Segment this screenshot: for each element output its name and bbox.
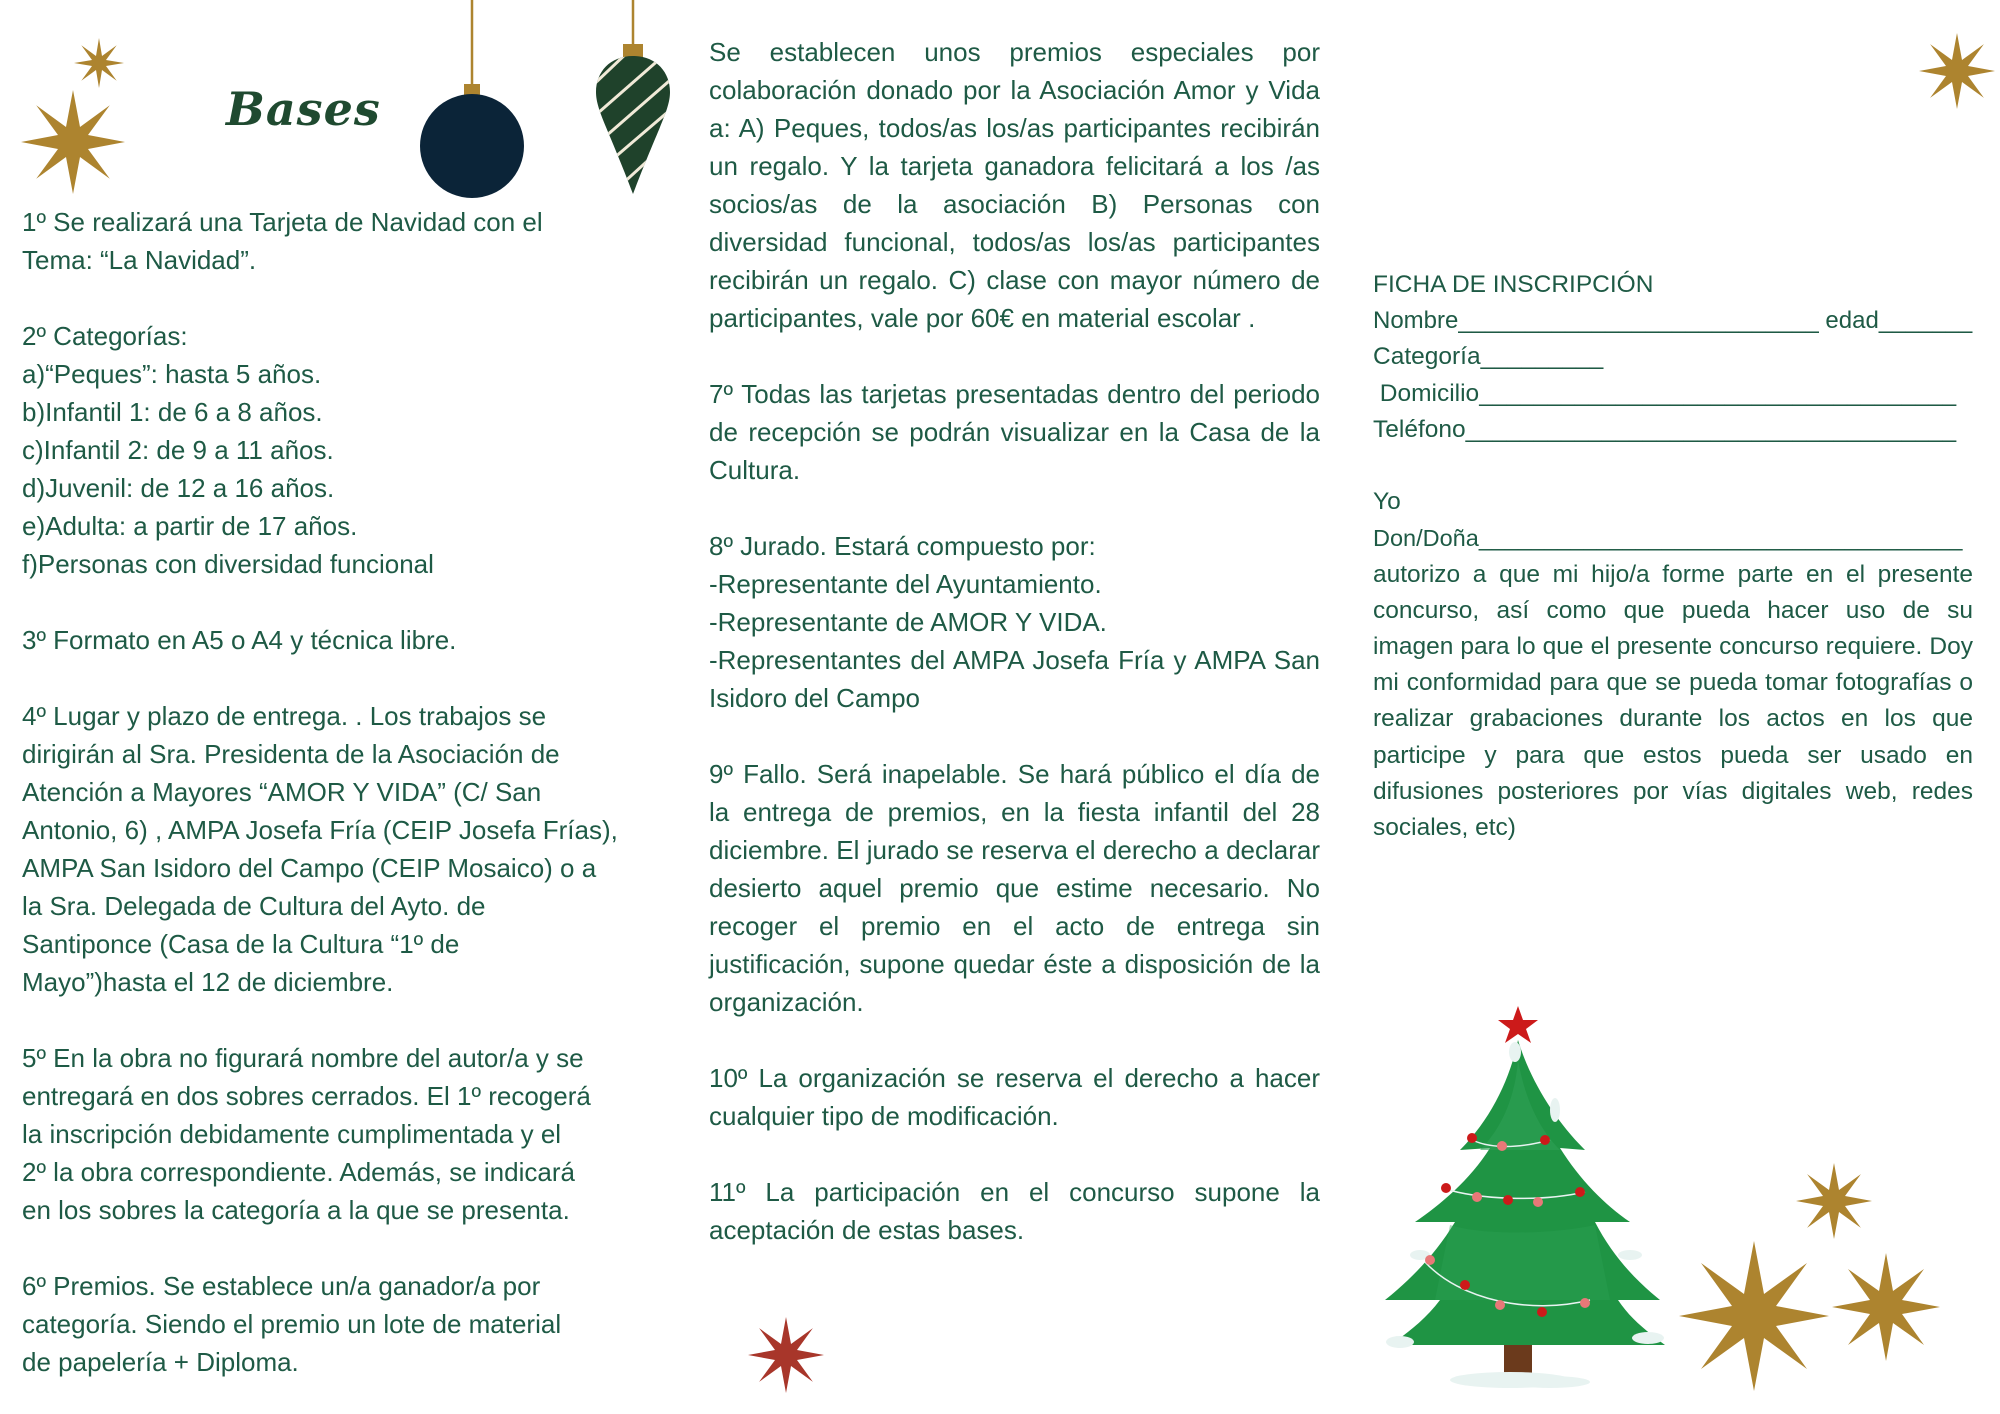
name-blank[interactable]: ___________________________ — [1458, 307, 1819, 335]
rule-5-line: la inscripción debidamente cumplimentada y el — [22, 1119, 562, 1149]
age-label: edad — [1825, 307, 1879, 335]
gold-star-icon — [74, 38, 124, 88]
rule-10: 10º La organización se reserva el derecho a hacer cualquier tipo de modificación. — [709, 1063, 1320, 1131]
rule-5-line: entregará en dos sobres cerrados. El 1º recogerá — [22, 1081, 591, 1111]
bauble-icon — [418, 0, 526, 200]
rule-9: 9º Fallo. Será inapelable. Se hará público el día de la entrega de premios, en la fiesta infantil del 28 diciembre. El jurado se reserva el derecho a declarar desierto aquel premio que estime necesario. No recoger el premio en el acto de entrega sin justificación, supone quedar éste a disposición de la organización. — [709, 759, 1320, 1017]
rule-6-line: de papelería + Diploma. — [22, 1347, 299, 1377]
rule-6-line: categoría. Siendo el premio un lote de material — [22, 1309, 562, 1339]
rule-6-line: 6º Premios. Se establece un/a ganador/a por — [22, 1271, 541, 1301]
address-label: Domicilio — [1373, 379, 1480, 407]
gold-star-icon — [1832, 1253, 1940, 1361]
christmas-tree-icon — [1380, 1000, 1680, 1400]
rule-4-line: dirigirán al Sra. Presidenta de la Asociación de — [22, 739, 560, 769]
age-blank[interactable]: _______ — [1878, 307, 1973, 335]
page-title: Bases — [226, 82, 381, 136]
category-item: e)Adulta: a partir de 17 años. — [22, 511, 358, 541]
teardrop-ornament-icon — [590, 0, 676, 200]
guardian-field[interactable] — [1373, 520, 1973, 556]
phone-field[interactable] — [1373, 412, 1973, 448]
rule-4-line: Santiponce (Casa de la Cultura “1º de — [22, 929, 460, 959]
rule-5-line: en los sobres la categoría a la que se presenta. — [22, 1195, 570, 1225]
rule-11: 11º La participación en el concurso supone la aceptación de estas bases. — [709, 1177, 1320, 1245]
guardian-blank[interactable]: _____________________________________ — [1478, 525, 1963, 552]
address-field[interactable] — [1373, 376, 1973, 412]
gold-star-icon — [1679, 1241, 1829, 1391]
category-field[interactable] — [1373, 339, 1973, 375]
category-blank[interactable]: _________ — [1480, 343, 1604, 371]
special-prizes-paragraph: Se establecen unos premios especiales por colaboración donado por la Asociación Amor y Vida a: A) Peques, todos/as los/as participantes recibirán un regalo. Y la tarjeta ganadora felicitará a los /as socios/as de la asociación B) Personas con diversidad funcional, todos/as los/as participantes recibirán un regalo. C) clase con mayor número de participantes, vale por 60€ en material escolar . — [709, 37, 1320, 333]
rule-2-heading: 2º Categorías: — [22, 321, 188, 351]
rule-7: 7º Todas las tarjetas presentadas dentro del periodo de recepción se podrán visualizar en la Casa de la Cultura. — [709, 379, 1320, 485]
name-label: Nombre — [1373, 307, 1459, 335]
rule-4-line: Mayo”)hasta el 12 de diciembre. — [22, 967, 394, 997]
rule-4-line: Antonio, 6) , AMPA Josefa Fría (CEIP Josefa Frías), — [22, 815, 618, 845]
yo-label: Yo — [1373, 488, 1401, 516]
rule-4-line: 4º Lugar y plazo de entrega. . Los trabajos se — [22, 701, 547, 731]
registration-form — [1373, 267, 1973, 846]
rule-4-line: Atención a Mayores “AMOR Y VIDA” (C/ San — [22, 777, 542, 807]
phone-blank[interactable]: ____________________________________ — [1465, 415, 1957, 443]
rule-1-line: 1º Se realizará una Tarjeta de Navidad con el — [22, 207, 543, 237]
category-item: a)“Peques”: hasta 5 años. — [22, 359, 322, 389]
form-heading: FICHA DE INSCRIPCIÓN — [1373, 271, 1654, 298]
rule-5-line: 2º la obra correspondiente. Además, se indicará — [22, 1157, 575, 1187]
category-label: Categoría — [1373, 343, 1481, 371]
rule-1-line: Tema: “La Navidad”. — [22, 245, 257, 275]
name-field[interactable] — [1373, 303, 1973, 339]
rule-4-line: la Sra. Delegada de Cultura del Ayto. de — [22, 891, 486, 921]
red-star-icon — [748, 1317, 824, 1393]
category-item: f)Personas con diversidad funcional — [22, 549, 434, 579]
gold-star-icon — [1796, 1163, 1872, 1239]
address-blank[interactable]: ___________________________________ — [1479, 379, 1957, 407]
category-item: c)Infantil 2: de 9 a 11 años. — [22, 435, 334, 465]
middle-column — [709, 33, 1320, 1249]
consent-text: autorizo a que mi hijo/a forme parte en el presente concurso, así como que pueda hacer uso de su imagen para lo que el presente concurso requiere. Doy mi conformidad para que se pueda tomar fotografías o realizar grabaciones durante los actos en los que participe y para que estos pueda ser usado en difusiones posteriores por vías digitales web, redes sociales, etc) — [1373, 560, 1973, 842]
gold-star-icon — [21, 90, 125, 194]
rule-4-line: AMPA San Isidoro del Campo (CEIP Mosaico) o a — [22, 853, 597, 883]
rule-3: 3º Formato en A5 o A4 y técnica libre. — [22, 625, 457, 655]
category-item: d)Juvenil: de 12 a 16 años. — [22, 473, 335, 503]
left-column — [22, 203, 647, 1381]
jury-item: -Representantes del AMPA Josefa Fría y AMPA San Isidoro del Campo — [709, 645, 1320, 713]
category-item: b)Infantil 1: de 6 a 8 años. — [22, 397, 323, 427]
gold-star-icon — [1919, 33, 1995, 109]
jury-item: -Representante de AMOR Y VIDA. — [709, 607, 1107, 637]
jury-item: -Representante del Ayuntamiento. — [709, 569, 1102, 599]
rule-5-line: 5º En la obra no figurará nombre del autor/a y se — [22, 1043, 584, 1073]
phone-label: Teléfono — [1373, 415, 1466, 443]
guardian-label: Don/Doña — [1373, 525, 1479, 552]
rule-8-heading: 8º Jurado. Estará compuesto por: — [709, 531, 1096, 561]
